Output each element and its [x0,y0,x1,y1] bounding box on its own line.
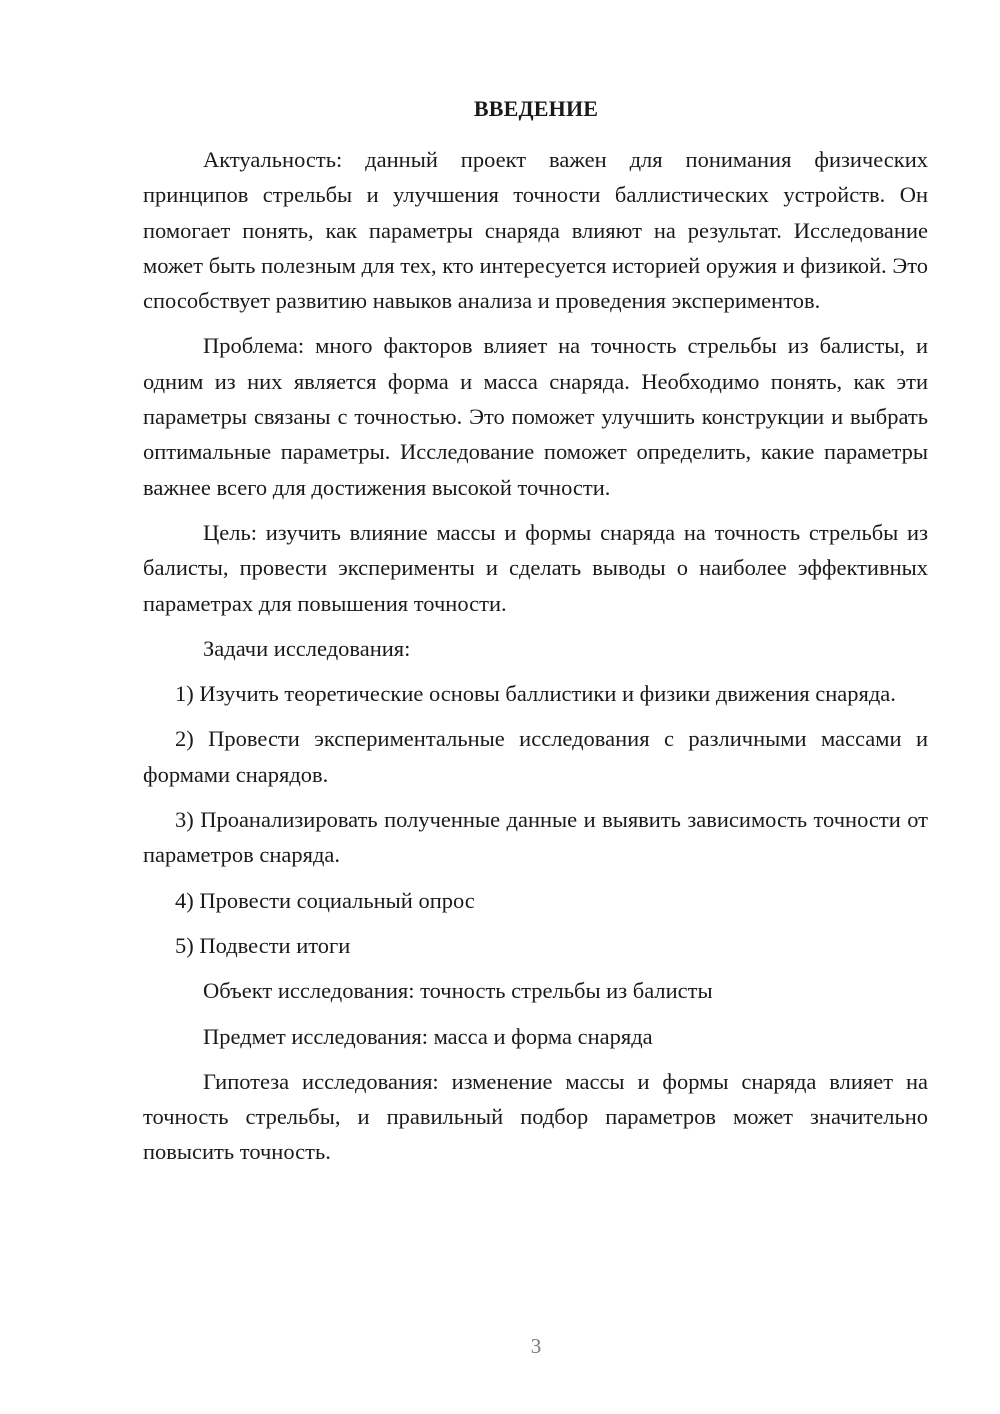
task-item-1: 1) Изучить теоретические основы баллистики и физики движения снаряда. [175,681,896,707]
goal-paragraph: Цель: изучить влияние массы и формы снаряда на точность стрельбы из балисты, провести эксперименты и сделать выводы о наиболее эффективных параметрах для повышения точности. [143,519,928,616]
task-item-5: 5) Подвести итоги [175,932,351,958]
research-object: Объект исследования: точность стрельбы из балисты [203,978,713,1004]
research-subject: Предмет исследования: масса и форма снаряда [203,1023,653,1049]
problem-paragraph: Проблема: много факторов влияет на точность стрельбы из балисты, и одним из них является форма и масса снаряда. Необходимо понять, как эти параметры связаны с точностью. Это поможет улучшить конструкции и выбрать оптимальные параметры. Исследование поможет определить, какие параметры важнее всего для достижения высокой точности. [143,333,928,500]
document-body [143,142,928,1180]
relevance-paragraph: Актуальность: данный проект важен для понимания физических принципов стрельбы и улучшения точности баллистических устройств. Он помогает понять, как параметры снаряда влияют на результат. Исследование может быть полезным для тех, кто интересуется историей оружия и физикой. Это способствует развитию навыков анализа и проведения экспериментов. [143,147,928,314]
page-title: ВВЕДЕНИЕ [473,96,599,121]
task-item-3: 3) Проанализировать полученные данные и выявить зависимость точности от параметров снаряда. [143,807,928,868]
task-item-4: 4) Провести социальный опрос [175,887,475,913]
hypothesis-paragraph: Гипотеза исследования: изменение массы и формы снаряда влияет на точность стрельбы, и правильный подбор параметров может значительно повысить точность. [143,1068,928,1165]
page-number: 3 [530,1334,542,1358]
tasks-heading: Задачи исследования: [203,635,411,661]
task-item-2: 2) Провести экспериментальные исследования с различными массами и формами снарядов. [143,726,928,787]
